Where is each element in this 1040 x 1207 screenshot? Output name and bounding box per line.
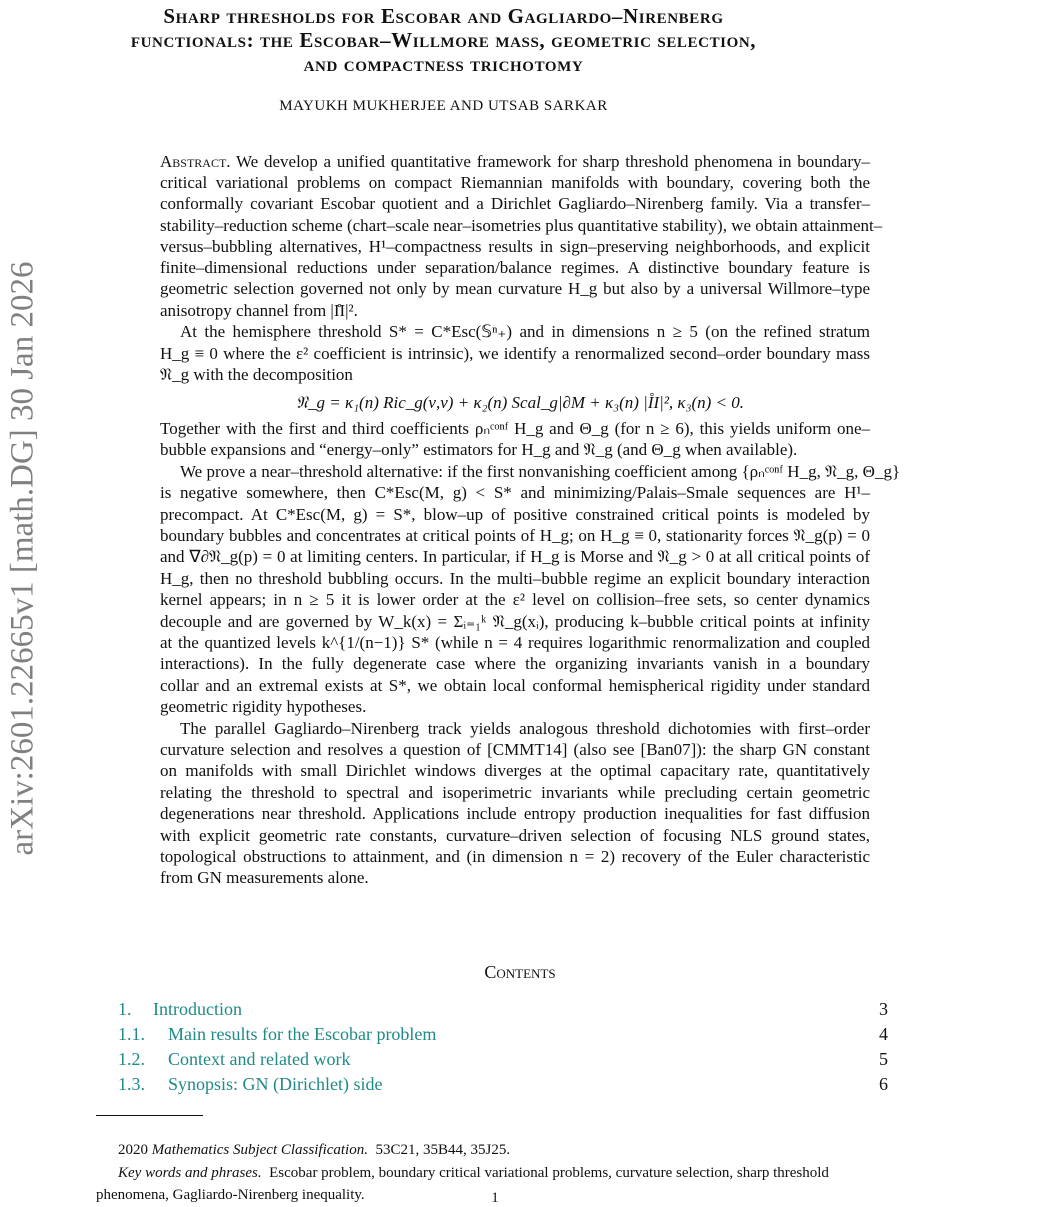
toc-title[interactable]: Main results for the Escobar problem: [168, 1024, 437, 1044]
msc-year: 2020: [118, 1142, 148, 1158]
toc-page: 6: [879, 1074, 888, 1094]
abstract-line: We develop a unified quantitative framework for sharp threshold phenomena in boundary–: [236, 152, 870, 171]
toc-number: 1.: [118, 999, 132, 1019]
toc-title[interactable]: Introduction: [153, 999, 242, 1019]
toc-page: 4: [879, 1024, 888, 1044]
abstract-line: Together with the first and third coefficients ρₙᶜᵒⁿᶠ H_g and Θ_g (for n ≥ 6), this yields uniform one–: [160, 419, 870, 438]
keywords-footnote: [118, 1165, 829, 1182]
keywords-text: Escobar problem, boundary critical variational problems, curvature selection, sharp threshold: [269, 1165, 829, 1181]
abstract-line: stability–reduction scheme (chart–scale near–isometries plus quantitative stability), we obtain attainment–: [160, 216, 883, 235]
abstract-line: anisotropy channel from |I̊I|².: [160, 301, 358, 320]
contents-heading: Contents: [484, 962, 556, 982]
toc-title[interactable]: Synopsis: GN (Dirichlet) side: [168, 1074, 383, 1094]
abstract-line: critical variational problems on compact Riemannian manifolds with boundary, covering both the: [160, 173, 870, 192]
abstract-line: topological obstructions to attainment, and (in dimension n = 2) recovery of the Euler characteristic: [160, 847, 870, 866]
abstract-line: precompact. At C*Esc(M, g) = S*, blow–up of positive constrained critical points is modeled by: [160, 505, 870, 524]
authors: MAYUKH MUKHERJEE AND UTSAB SARKAR: [279, 98, 608, 114]
abstract-line: on manifolds with small Dirichlet windows diverges at the optimal capacitary rate, quantitatively: [160, 761, 870, 780]
msc-label: Mathematics Subject Classification.: [151, 1142, 368, 1158]
keywords-footnote-cont: phenomena, Gagliardo-Nirenberg inequality.: [96, 1187, 365, 1203]
abstract-line: at the quantized levels k^{1/(n−1)} S* (while n = 4 requires logarithmic renormalization and coupled: [160, 633, 870, 652]
abstract-line: We prove a near–threshold alternative: if the first nonvanishing coefficient among {ρₙᶜᵒⁿᶠ H_g, 𝔑_g, Θ_g}: [180, 462, 901, 481]
abstract-line: with explicit geometric rate constants, curvature–driven selection of focusing NLS ground states,: [160, 826, 870, 845]
abstract-line: finite–dimensional reductions under separation/balance regimes. A distinctive boundary feature is: [160, 258, 870, 277]
abstract-line: bubble expansions and “energy–only” estimators for H_g and 𝔑_g (and Θ_g when available).: [160, 440, 798, 459]
msc-footnote: [118, 1142, 510, 1159]
abstract-line: The parallel Gagliardo–Nirenberg track yields analogous threshold dichotomies with first–order: [180, 719, 870, 738]
toc-title[interactable]: Context and related work: [168, 1049, 351, 1069]
abstract-line: kernel appears; in n ≥ 5 it is lower order at the ε² level on collision–free sets, so center dynamics: [160, 590, 870, 609]
toc-number: 1.1.: [118, 1024, 145, 1044]
mass-decomposition-equation: 𝔑_g = κ₁(n) Ric_g(ν,ν) + κ₂(n) Scal_g|∂M + κ₃(n) |I̊I|², κ₃(n) < 0.: [295, 393, 745, 412]
abstract-line: interactions). In the fully degenerate case where the organizing invariants vanish in a boundary: [160, 654, 870, 673]
abstract-line: decouple and are governed by W_k(x) = Σᵢ₌₁ᵏ 𝔑_g(xᵢ), producing k–bubble critical points at infinity: [160, 612, 870, 631]
abstract-line: geometric rigidity hypotheses.: [160, 697, 367, 716]
abstract-line: boundary bubbles and concentrates at critical points of H_g; on H_g ≡ 0, stationarity forces 𝔑_g(p) = 0: [160, 526, 870, 545]
toc-page: 5: [879, 1049, 888, 1069]
title-line-1: Sharp thresholds for Escobar and Gagliardo–Nirenberg: [163, 4, 724, 28]
footnote-rule: [96, 1115, 203, 1116]
toc-number: 1.2.: [118, 1049, 145, 1069]
title-line-2: functionals: the Escobar–Willmore mass, geometric selection,: [130, 28, 757, 52]
abstract-line: from GN measurements alone.: [160, 868, 369, 887]
title-line-3: and compactness trichotomy: [303, 52, 584, 76]
abstract-line: and ∇∂𝔑_g(p) = 0 at limiting centers. In particular, if H_g is Morse and 𝔑_g > 0 at all critical points of: [160, 547, 870, 566]
abstract-line: geometric selection governed not only by mean curvature H_g but also by a universal Willmore–type: [160, 279, 870, 298]
toc-page: 3: [879, 999, 888, 1019]
abstract-line: At the hemisphere threshold S* = C*Esc(𝕊ⁿ₊) and in dimensions n ≥ 5 (on the refined stratum: [180, 322, 870, 341]
abstract-label: Abstract.: [160, 152, 231, 171]
page-number: 1: [491, 1190, 499, 1206]
keywords-label: Key words and phrases.: [118, 1165, 262, 1181]
msc-codes: 53C21, 35B44, 35J25.: [375, 1142, 511, 1158]
abstract-line: degenerations near threshold. Applications include entropy production inequalities for fast diffusion: [160, 804, 870, 823]
abstract-line: collar and an extremal exists at S*, we obtain local conformal hemispherical rigidity under standard: [160, 676, 870, 695]
abstract-line: H_g, then no threshold bubbling occurs. In the multi–bubble regime an explicit boundary interaction: [160, 569, 870, 588]
abstract-line: curvature selection and resolves a question of [CMMT14] (also see [Ban07]): the sharp GN constant: [160, 740, 870, 759]
toc-number: 1.3.: [118, 1074, 145, 1094]
abstract-line: is negative somewhere, then C*Esc(M, g) < S* and minimizing/Palais–Smale sequences are H¹–: [160, 483, 870, 502]
abstract-line: versus–bubbling alternatives, H¹–compactness results in sign–preserving neighborhoods, and explicit: [160, 237, 870, 256]
abstract-line: conformally covariant Escobar quotient and a Dirichlet Gagliardo–Nirenberg family. Via a transfer–: [160, 194, 870, 213]
abstract-line: relating the threshold to spectral and isoperimetric invariants while precluding certain geometric: [160, 783, 870, 802]
abstract-line: H_g ≡ 0 where the ε² coefficient is intrinsic), we identify a renormalized second–order boundary mass: [160, 344, 870, 363]
arxiv-identifier: arXiv:2601.22665v1 [math.DG] 30 Jan 2026: [4, 261, 41, 856]
abstract-line: 𝔑_g with the decomposition: [160, 365, 353, 384]
